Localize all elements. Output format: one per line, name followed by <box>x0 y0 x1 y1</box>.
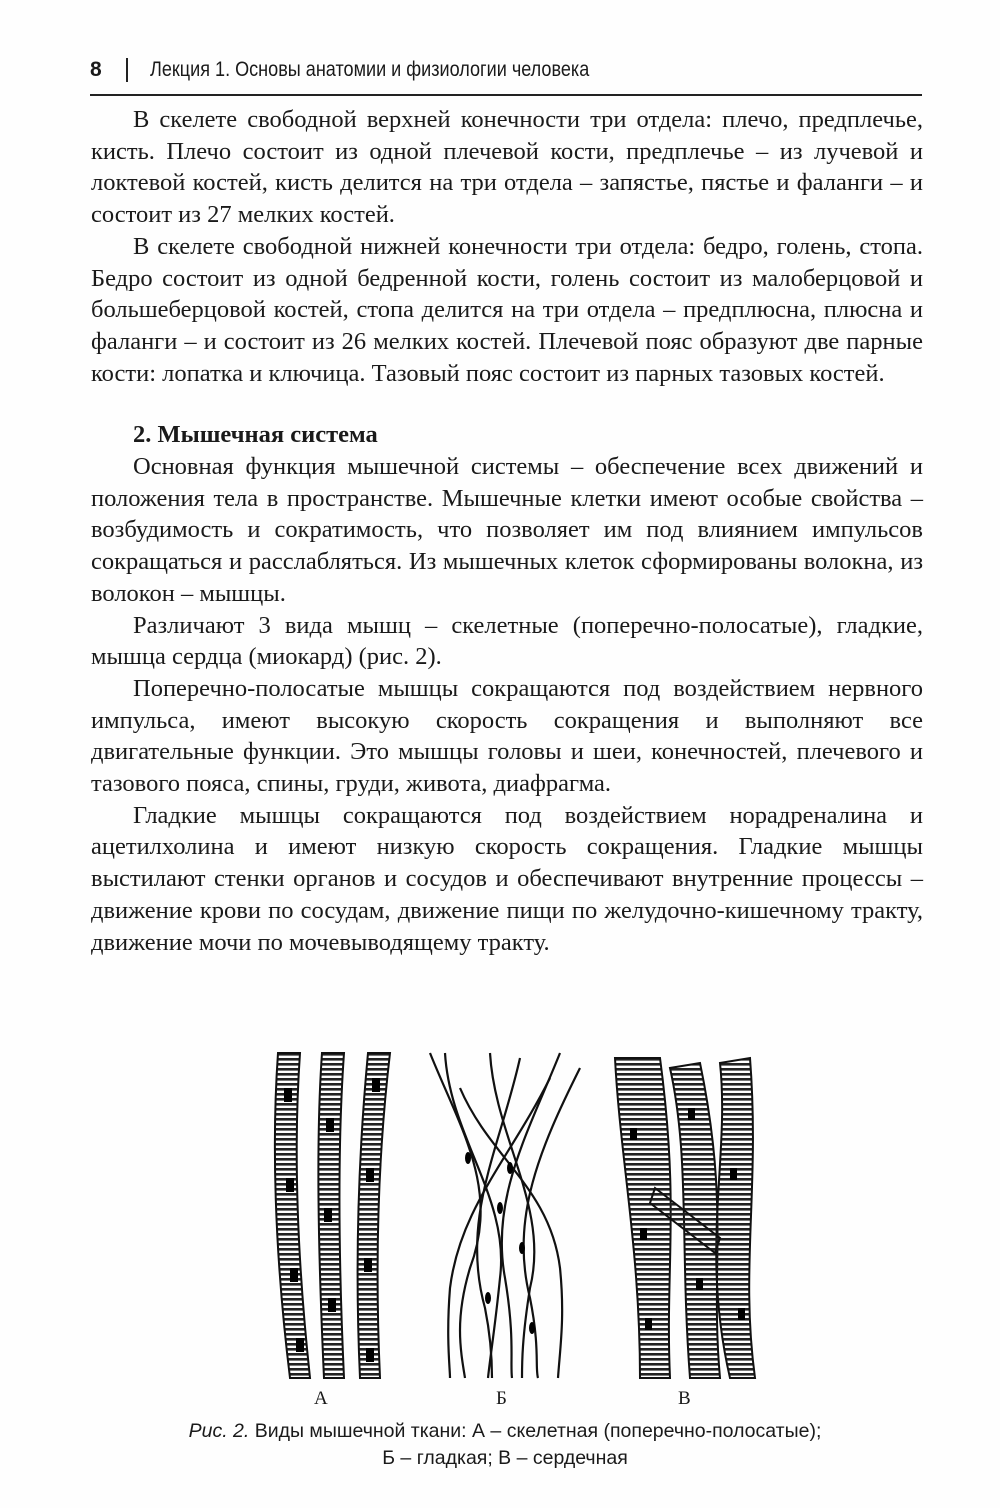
paragraph-smooth: Гладкие мышцы сокращаются под воздействием норадреналина и ацетилхолина и имеют низкую скорость сокращения. Гладкие мышцы выстилают стенки органов и сосудов и обеспечивают внутренние процессы –движение крови по сосудам, движение пищи по желудочно-кишечному тракту, движение мочи по мочевыводящему тракту. <box>91 801 923 956</box>
paragraph-striated: Поперечно-полосатые мышцы сокращаются под воздействием нервного импульса, имеют высокую скорость сокращения и выполняют все двигательные функции. Это мышцы головы и шеи, конечностей, плечевого и тазового пояса, спины, груди, живота, диафрагма. <box>91 674 923 798</box>
header-separator <box>126 58 128 82</box>
caption-text-1: Виды мышечной ткани: А – скелетная (поперечно-полосатые); <box>249 1420 822 1442</box>
body-text <box>91 104 923 958</box>
label-a: А <box>314 1388 328 1409</box>
paragraph-muscle-types: Различают 3 вида мышц – скелетные (поперечно-полосатые), гладкие, мышца сердца (миокард) (рис. 2). <box>91 611 923 671</box>
figure-caption <box>110 1418 900 1472</box>
running-header <box>90 52 922 88</box>
cardiac-muscle-drawing <box>615 1058 755 1378</box>
running-title: Лекция 1. Основы анатомии и физиологии человека <box>150 58 590 81</box>
paragraph-lower-limb: В скелете свободной нижней конечности три отдела: бедро, голень, стопа. Бедро состоит из одной бедренной кости, голень состоит из малоберцовой и большеберцовой костей, стопа делится на три отдела – предплюсна, плюсна и фаланги – и состоит из 26 мелких костей. Плечевой пояс образуют две парные кости: лопатка и ключица. Тазовый пояс состоит из парных тазовых костей. <box>91 232 923 387</box>
caption-lead: Рис. 2. <box>188 1420 250 1442</box>
label-c: В <box>678 1388 691 1409</box>
figure-labels <box>260 1388 760 1412</box>
skeletal-muscle-drawing <box>275 1053 390 1378</box>
label-b: Б <box>496 1388 507 1409</box>
section-heading: 2. Мышечная система <box>133 421 378 449</box>
paragraph-upper-limb: В скелете свободной верхней конечности три отдела: плечо, предплечье, кисть. Плечо состоит из одной плечевой кости, предплечье – из лучевой и локтевой костей, кисть делится на три отдела – запястье, пястье и фаланги – и состоит из 27 мелких костей. <box>91 106 923 229</box>
muscle-tissue-figure <box>260 1048 760 1388</box>
page-number: 8 <box>90 58 102 81</box>
header-rule <box>90 94 922 96</box>
paragraph-muscle-function: Основная функция мышечной системы – обеспечение всех движений и положения тела в пространстве. Мышечные клетки имеют особые свойства – возбудимость и сократимость, что позволяет им под влиянием импульсов сокращаться и расслабляться. Из мышечных клеток сформированы волокна, из волокон – мышцы. <box>91 453 923 607</box>
smooth-muscle-drawing <box>430 1053 580 1378</box>
caption-line-2: Б – гладкая; В – сердечная <box>382 1447 628 1469</box>
caption-line-1 <box>110 1418 900 1445</box>
